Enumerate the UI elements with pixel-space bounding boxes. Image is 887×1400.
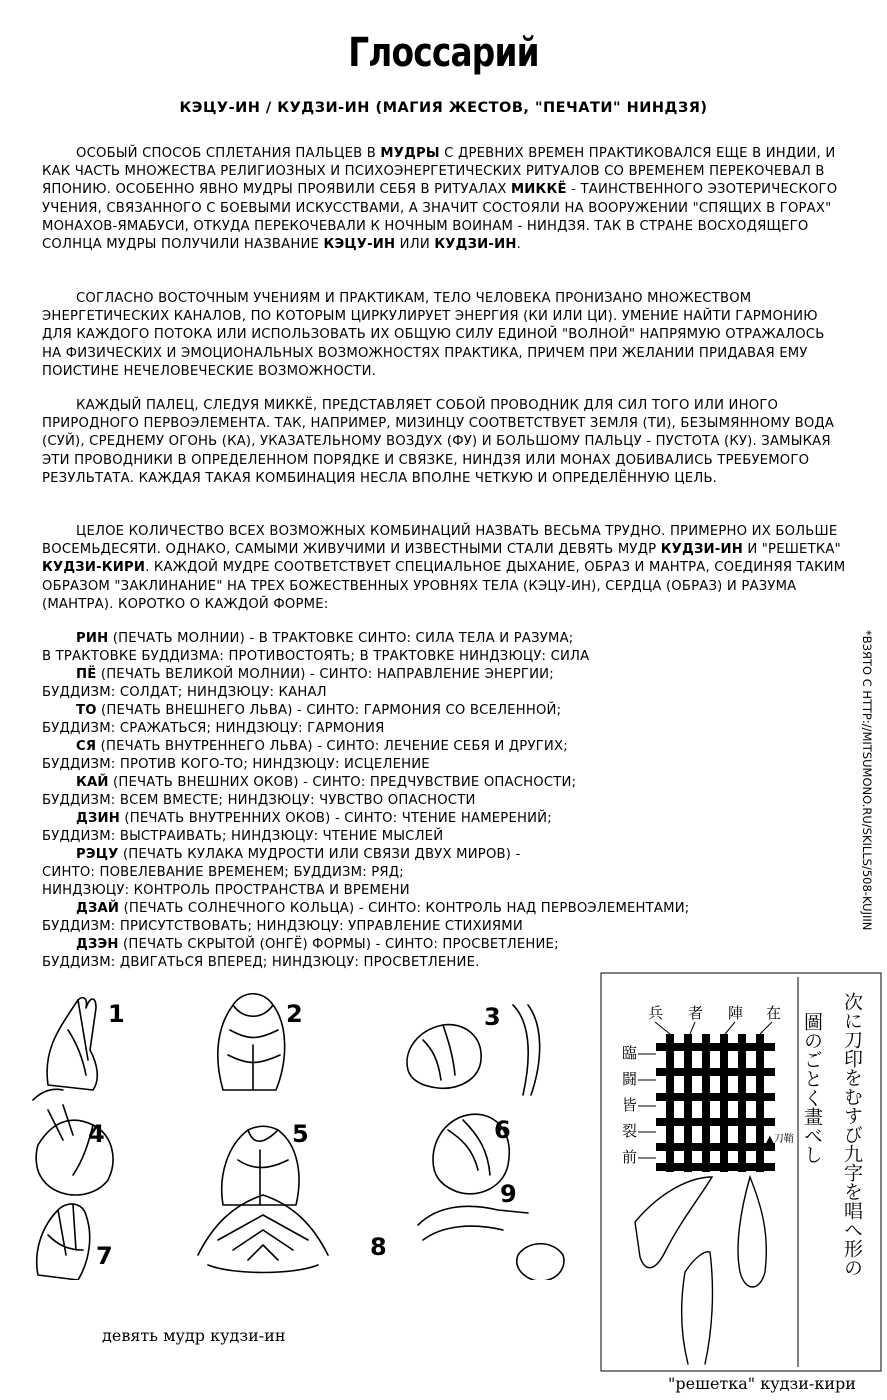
mudra-number-9: 9 xyxy=(500,1180,517,1208)
mudra-description: (ПЕЧАТЬ СКРЫТОЙ (ОНГЁ) ФОРМЫ) - СИНТО: ПРОСВЕТЛЕНИЕ; xyxy=(118,937,559,952)
mudra-description: (ПЕЧАТЬ МОЛНИИ) - В ТРАКТОВКЕ СИНТО: СИЛА ТЕЛА И РАЗУМА; xyxy=(108,631,574,646)
mudra-entry xyxy=(42,738,847,774)
mudra-7-hands xyxy=(37,1204,90,1280)
paragraph-term: МУДРЫ xyxy=(380,146,440,161)
mudra-number-3: 3 xyxy=(484,1003,501,1031)
paragraph-text: СОГЛАСНО ВОСТОЧНЫМ УЧЕНИЯМ И ПРАКТИКАМ, ТЕЛО ЧЕЛОВЕКА ПРОНИЗАНО МНОЖЕСТВОМ ЭНЕРГЕТИЧЕСКИХ КАНАЛОВ, ПО КОТОРЫМ ЦИРКУЛИРУЕТ ЭНЕРГИЯ (КИ ИЛИ ЦИ). УМЕНИЕ НАЙТИ ГАРМОНИЮ ДЛЯ КАЖДОГО ПОТОКА ИЛИ ИСПОЛЬЗОВАТЬ ИХ ОБЩУЮ СИЛУ ЕДИНОЙ "ВОЛНОЙ" НАПРЯМУЮ ОТРАЖАЛОСЬ НА ФИЗИЧЕСКИХ И ЭМОЦИОНАЛЬНЫХ ВОЗМОЖНОСТЯХ ПРАКТИКА, ПРИЧЕМ ПРИ ЖЕЛАНИИ ПРИДАВАЯ ЕМУ ПОИСТИНЕ НЕЧЕЛОВЕЧЕСКИЕ ВОЗМОЖНОСТИ. xyxy=(42,291,825,379)
mudra-entry xyxy=(42,810,847,846)
mudra-8-hands xyxy=(198,1195,328,1273)
kanji-vertical-text-1: 圖のごとく畫べし xyxy=(801,1012,823,1164)
mudra-description: (ПЕЧАТЬ ВНУТРЕННИХ ОКОВ) - СИНТО: ЧТЕНИЕ НАМЕРЕНИЙ; xyxy=(120,811,552,826)
mudra-entry xyxy=(42,702,847,738)
mudra-description: (ПЕЧАТЬ ВНЕШНИХ ОКОВ) - СИНТО: ПРЕДЧУВСТВИЕ ОПАСНОСТИ; xyxy=(108,775,577,790)
mudra-entry xyxy=(42,774,847,810)
nine-mudras-illustration xyxy=(8,980,598,1280)
mudra-description: (ПЕЧАТЬ ВНЕШНЕГО ЛЬВА) - СИНТО: ГАРМОНИЯ СО ВСЕЛЕННОЙ; xyxy=(96,703,562,718)
mudra-meaning: В ТРАКТОВКЕ БУДДИЗМА: ПРОТИВОСТОЯТЬ; В ТРАКТОВКЕ НИНДЗЮЦУ: СИЛА xyxy=(42,649,590,664)
sword-hand-right xyxy=(738,1177,766,1287)
mudra-name: ТО xyxy=(76,703,97,718)
mudra-4-hands xyxy=(36,1105,113,1195)
mudra-name: СЯ xyxy=(76,739,97,754)
mudra-name: ДЗАЙ xyxy=(76,901,120,916)
mudra-meaning: БУДДИЗМ: ДВИГАТЬСЯ ВПЕРЕД; НИНДЗЮЦУ: ПРОСВЕТЛЕНИЕ. xyxy=(42,955,480,970)
mudra-meaning: БУДДИЗМ: СРАЖАТЬСЯ; НИНДЗЮЦУ: ГАРМОНИЯ xyxy=(42,721,385,736)
paragraph-text: ИЛИ xyxy=(395,237,435,253)
mudra-meaning: НИНДЗЮЦУ: КОНТРОЛЬ ПРОСТРАНСТВА И ВРЕМЕНИ xyxy=(42,883,410,898)
mudra-number-2: 2 xyxy=(286,1000,303,1028)
mudra-entry xyxy=(42,666,847,702)
mudra-3-hands xyxy=(407,1005,540,1095)
paragraph-text: - ТАИНСТВЕННОГО ЭЗОТЕРИЧЕСКОГО УЧЕНИЯ, СВЯЗАННОГО С БОЕВЫМИ ИСКУССТВАМИ, А ЗНАЧИТ СОСТОЯЛИ НА ВООРУЖЕНИИ "СПЯЩИХ В ГОРАХ" МОНАХОВ-ЯМАБУСИ, ОТКУДА ПЕРЕКОЧЕВАЛИ К НОЧНЫМ ВОИНАМ - НИНДЗЯ. ТАК В СТРАНЕ ВОСХОДЯЩЕГО СОЛНЦА МУДРЫ ПОЛУЧИЛИ НАЗВАНИЕ xyxy=(42,182,838,253)
page-subtitle: КЭЦУ-ИН / КУДЗИ-ИН (МАГИЯ ЖЕСТОВ, "ПЕЧАТИ" НИНДЗЯ) xyxy=(179,100,708,116)
paragraph-text: КАЖДЫЙ ПАЛЕЦ, СЛЕДУЯ МИККЁ, ПРЕДСТАВЛЯЕТ СОБОЙ ПРОВОДНИК ДЛЯ СИЛ ТОГО ИЛИ ИНОГО ПРИРОДНОГО ПЕРВОЭЛЕМЕНТА. ТАК, НАПРИМЕР, МИЗИНЦУ СООТВЕТСТВУЕТ ЗЕМЛЯ (ТИ), БЕЗЫМЯННОМУ ВОДА (СУЙ), СРЕДНЕМУ ОГОНЬ (КА), УКАЗАТЕЛЬНОМУ ВОЗДУХ (ФУ) И БОЛЬШОМУ ПАЛЬЦУ - ПУСТОТА (КУ). ЗАМЫКАЯ ЭТИ ПРОВОДНИКИ В ОПРЕДЕЛЕННОМ ПОРЯДКЕ И СВЯЗКЕ, НИНДЗЯ ИЛИ МОНАХ ДОБИВАЛИСЬ ТРЕБУЕМОГО РЕЗУЛЬТАТА. КАЖДАЯ ТАКАЯ КОМБИНАЦИЯ НЕСЛА ВПОЛНЕ ЧЕТКУЮ И ОПРЕДЕЛЁННУЮ ЦЕЛЬ. xyxy=(42,398,835,486)
grid-kanji-side-3: 皆 xyxy=(622,1096,638,1114)
mudra-meaning: БУДДИЗМ: ВЫСТРАИВАТЬ; НИНДЗЮЦУ: ЧТЕНИЕ МЫСЛЕЙ xyxy=(42,829,444,844)
paragraph-term: КУДЗИ-ИН xyxy=(434,237,517,253)
mudra-meaning: БУДДИЗМ: ПРОТИВ КОГО-ТО; НИНДЗЮЦУ: ИСЦЕЛЕНИЕ xyxy=(42,757,430,772)
mudra-5-hands xyxy=(222,1126,299,1205)
mudra-name: ПЁ xyxy=(76,667,97,682)
mudra-number-4: 4 xyxy=(88,1120,105,1148)
mudra-number-8: 8 xyxy=(370,1233,387,1261)
paragraph-3 xyxy=(42,397,847,488)
mudra-meaning: БУДДИЗМ: СОЛДАТ; НИНДЗЮЦУ: КАНАЛ xyxy=(42,685,327,700)
mudra-number-7: 7 xyxy=(96,1242,113,1270)
mudra-number-1: 1 xyxy=(108,1000,125,1028)
grid-kanji-side-2: 闘 xyxy=(622,1070,638,1088)
sword-label: ▲刀鞘 xyxy=(766,1134,794,1145)
mudra-meaning: БУДДИЗМ: ПРИСУТСТВОВАТЬ; НИНДЗЮЦУ: УПРАВЛЕНИЕ СТИХИЯМИ xyxy=(42,919,523,934)
mudra-entry xyxy=(42,630,847,666)
sword-hand-bottom xyxy=(682,1252,713,1364)
paragraph-text: . КАЖДОЙ МУДРЕ СООТВЕТСТВУЕТ СПЕЦИАЛЬНОЕ ДЫХАНИЕ, ОБРАЗ И МАНТРА, СОЕДИНЯЯ ТАКИМ ОБРАЗОМ "ЗАКЛИНАНИЕ" НА ТРЕХ БОЖЕСТВЕННЫХ УРОВНЯХ ТЕЛА (КЭЦУ-ИН), СЕРДЦА (ОБРАЗ) И РАЗУМА (МАНТРА). КОРОТКО О КАЖДОЙ ФОРМЕ: xyxy=(42,560,846,612)
grid-kanji-top-3: 陣 xyxy=(728,1004,744,1022)
paragraph-text: . xyxy=(516,237,521,253)
mudra-9-hands xyxy=(418,1206,564,1280)
mudra-description: (ПЕЧАТЬ КУЛАКА МУДРОСТИ ИЛИ СВЯЗИ ДВУХ МИРОВ) - xyxy=(118,847,521,862)
kanji-vertical-text-2: 次に刀印をむすび九字を唱へ形の xyxy=(841,992,863,1277)
paragraph-term: МИККЁ xyxy=(510,182,567,198)
paragraph-4 xyxy=(42,523,847,614)
grid-kanji-top-2: 者 xyxy=(688,1004,704,1022)
mudra-description: (ПЕЧАТЬ ВНУТРЕННЕГО ЛЬВА) - СИНТО: ЛЕЧЕНИЕ СЕБЯ И ДРУГИХ; xyxy=(96,739,568,754)
grid-kanji-side-5: 前 xyxy=(622,1148,638,1166)
grid-kanji-side-1: 臨 xyxy=(622,1044,638,1062)
mudra-name: РЭЦУ xyxy=(76,847,119,862)
source-note: *ВЗЯТО С HTTP://MITSUMONO.RU/SKILLS/508-KUJIIN xyxy=(860,630,874,931)
mudra-name: РИН xyxy=(76,631,109,646)
grid-kanji-top-4: 在 xyxy=(766,1004,782,1022)
mudra-number-6: 6 xyxy=(494,1116,511,1144)
paragraph-term: КЭЦУ-ИН xyxy=(323,237,396,253)
grid-kanji-side-4: 裂 xyxy=(622,1122,638,1140)
mudra-name: КАЙ xyxy=(76,775,109,790)
mudra-meaning: БУДДИЗМ: ВСЕМ ВМЕСТЕ; НИНДЗЮЦУ: ЧУВСТВО ОПАСНОСТИ xyxy=(42,793,476,808)
mudra-list xyxy=(42,630,847,972)
grid-kanji-top-1: 兵 xyxy=(648,1004,664,1022)
mudra-name: ДЗЭН xyxy=(76,937,119,952)
mudra-name: ДЗИН xyxy=(76,811,120,826)
paragraph-term: КУДЗИ-КИРИ xyxy=(42,560,146,576)
paragraph-2 xyxy=(42,290,847,381)
paragraph-term: КУДЗИ-ИН xyxy=(660,542,743,558)
paragraph-text: ЦЕЛОЕ КОЛИЧЕСТВО ВСЕХ ВОЗМОЖНЫХ КОМБИНАЦИЙ НАЗВАТЬ ВЕСЬМА ТРУДНО. ПРИМЕРНО ИХ БОЛЬШЕ ВОСЕМЬДЕСЯТИ. ОДНАКО, САМЫМИ ЖИВУЧИМИ И ИЗВЕСТНЫМИ СТАЛИ ДЕВЯТЬ МУДР xyxy=(42,524,838,558)
mudra-meaning: СИНТО: ПОВЕЛЕВАНИЕ ВРЕМЕНЕМ; БУДДИЗМ: РЯД; xyxy=(42,865,404,880)
kuji-kiri-grid-illustration xyxy=(600,972,882,1372)
page-title: Глоссарий xyxy=(348,30,539,76)
paragraph-text: ОСОБЫЙ СПОСОБ СПЛЕТАНИЯ ПАЛЬЦЕВ В xyxy=(76,146,381,161)
mudra-description: (ПЕЧАТЬ ВЕЛИКОЙ МОЛНИИ) - СИНТО: НАПРАВЛЕНИЕ ЭНЕРГИИ; xyxy=(96,667,554,682)
paragraph-text: И "РЕШЕТКА" xyxy=(742,542,841,558)
caption-kuji-kiri: "решетка" кудзи-кири xyxy=(668,1374,856,1393)
mudra-2-hands xyxy=(218,994,285,1090)
mudra-number-5: 5 xyxy=(292,1120,309,1148)
mudra-1-hands xyxy=(33,998,97,1100)
mudra-entry xyxy=(42,846,847,900)
mudra-entry xyxy=(42,900,847,936)
paragraph-1 xyxy=(42,145,847,254)
paragraph-text: С ДРЕВНИХ ВРЕМЕН ПРАКТИКОВАЛСЯ ЕЩЕ В ИНДИИ, И КАК ЧАСТЬ МНОЖЕСТВА РЕЛИГИОЗНЫХ И ПСИХОЭНЕРГЕТИЧЕСКИХ РИТУАЛОВ СО ВРЕМЕНЕМ ПЕРЕКОЧЕВАЛ В ЯПОНИЮ. ОСОБЕННО ЯВНО МУДРЫ ПРОЯВИЛИ СЕБЯ В РИТУАЛАХ xyxy=(42,146,836,198)
caption-nine-mudras: девять мудр кудзи-ин xyxy=(102,1326,286,1345)
mudra-description: (ПЕЧАТЬ СОЛНЕЧНОГО КОЛЬЦА) - СИНТО: КОНТРОЛЬ НАД ПЕРВОЭЛЕМЕНТАМИ; xyxy=(119,901,690,916)
mudra-entry xyxy=(42,936,847,972)
